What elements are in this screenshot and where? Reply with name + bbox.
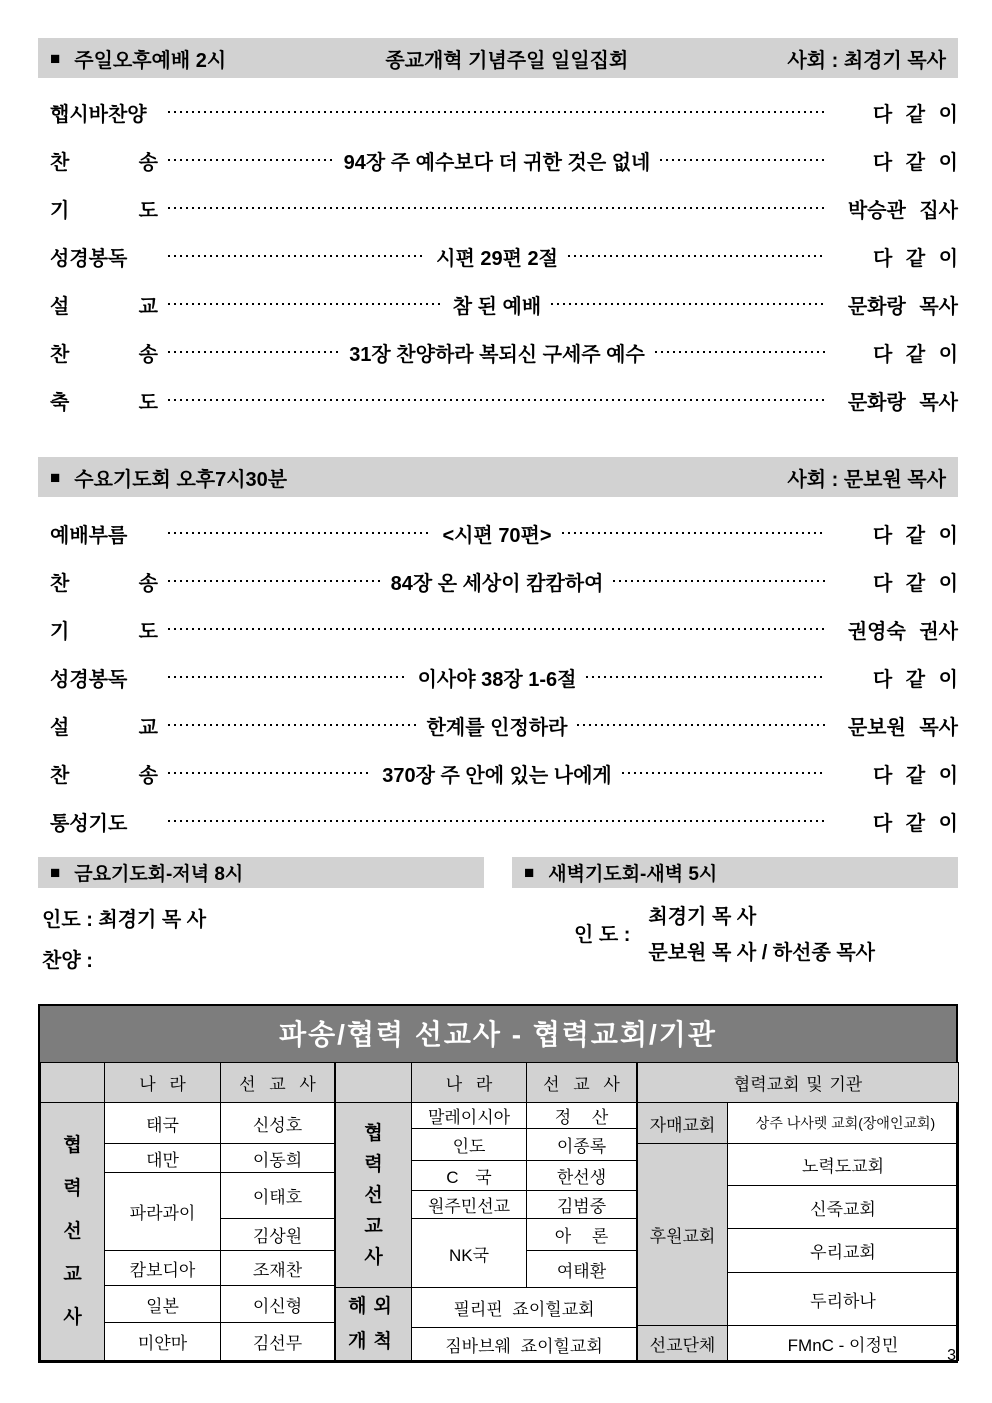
order-item-performer: 다 같 이 <box>872 151 958 174</box>
worship-order-row <box>50 232 958 280</box>
order-item-label: 햅시바찬양 <box>50 103 147 126</box>
order-item-performer: 박승관 집사 <box>847 199 958 222</box>
order-item-performer: 다 같 이 <box>872 764 959 787</box>
dotted-leader <box>168 820 826 822</box>
order-item-content: 시편 29편 2절 <box>436 247 558 270</box>
missionary-cell: 이동희 <box>221 1144 335 1173</box>
dotted-leader <box>168 580 381 582</box>
partner-church-cell: 우리교회 <box>728 1229 959 1273</box>
worship-order-row <box>50 557 958 605</box>
dotted-leader <box>168 676 408 678</box>
overseas-church-cell: 필리핀 죠이힐교회 <box>412 1288 637 1328</box>
worship-order-row <box>50 797 958 845</box>
partner-church-cell: 상주 나사렛 교회(장애인교회) <box>728 1103 959 1144</box>
dotted-leader <box>168 303 443 305</box>
order-item-performer: 다 같 이 <box>872 524 958 547</box>
section-header-sunday-afternoon <box>38 38 958 78</box>
dotted-leader <box>168 628 826 630</box>
prayer-meetings-section <box>38 857 958 970</box>
header-corner-cell <box>336 1063 412 1103</box>
dotted-leader <box>168 111 826 113</box>
order-item-label: 찬 송 <box>50 764 158 787</box>
country-column-header: 나 라 <box>105 1063 221 1103</box>
worship-order-row <box>50 605 958 653</box>
section-subtitle: 종교개혁 기념주일 일일집회 <box>385 49 629 72</box>
order-item-performer: 다 같 이 <box>872 572 959 595</box>
group-label-mission-org: 선교단체 <box>638 1326 728 1361</box>
country-cell: 미얀마 <box>105 1323 221 1361</box>
country-cell: NK국 <box>412 1219 527 1288</box>
group-label-coop-missionary: 협력선교사 <box>336 1103 412 1288</box>
dawn-leader-name: 최경기 목 사 <box>648 906 757 928</box>
worship-order-row <box>50 749 958 797</box>
country-cell: 태국 <box>105 1103 221 1144</box>
overseas-church-cell: 짐바브웨 죠이힐교회 <box>412 1328 637 1361</box>
square-bullet-icon: ■ <box>50 48 61 68</box>
group-label-coop-missionary: 협력선교사 <box>41 1103 105 1361</box>
order-item-performer: 다 같 이 <box>872 247 959 270</box>
dotted-leader <box>168 532 432 534</box>
section-title: 수요기도회 오후7시30분 <box>74 468 288 491</box>
dawn-leader-name: 문보원 목 사 / 하선종 목사 <box>648 942 875 964</box>
section-header-wednesday-prayer <box>38 457 958 497</box>
partner-church-cell: 신죽교회 <box>728 1186 959 1229</box>
order-item-label: 찬 송 <box>50 572 158 595</box>
section-header-dawn-prayer <box>512 857 958 888</box>
missionary-column-header: 선 교 사 <box>527 1063 637 1103</box>
coop-missionaries-left-table <box>40 1062 335 1361</box>
order-item-content: 31장 찬양하라 복되신 구세주 예수 <box>349 343 645 366</box>
worship-order-row <box>50 280 958 328</box>
section-title: 새벽기도회-새벽 5시 <box>548 864 718 885</box>
order-item-performer: 문보원 목사 <box>847 716 959 739</box>
section-title: 금요기도회-저녁 8시 <box>74 864 244 885</box>
dotted-leader <box>168 351 339 353</box>
country-cell: C 국 <box>412 1161 527 1191</box>
square-bullet-icon: ■ <box>50 467 61 487</box>
missionary-cell: 이종록 <box>527 1129 637 1161</box>
dotted-leader <box>168 207 826 209</box>
missionary-cell: 정 산 <box>527 1103 637 1129</box>
country-cell: 파라과이 <box>105 1173 221 1251</box>
order-item-content: 94장 주 예수보다 더 귀한 것은 없네 <box>343 151 651 174</box>
worship-order-row <box>50 701 958 749</box>
country-cell: 원주민선교 <box>412 1191 527 1219</box>
worship-order-row <box>50 376 958 424</box>
square-bullet-icon: ■ <box>524 863 535 882</box>
country-cell: 인도 <box>412 1129 527 1161</box>
dotted-leader <box>168 255 426 257</box>
dotted-leader <box>168 772 372 774</box>
wednesday-order-of-worship <box>50 509 958 845</box>
dotted-leader <box>586 676 826 678</box>
order-item-content: 한계를 인정하라 <box>426 716 568 739</box>
dotted-leader <box>168 159 334 161</box>
worship-order-row <box>50 136 958 184</box>
friday-praise-line: 찬양 : <box>42 950 93 972</box>
dotted-leader <box>562 532 826 534</box>
group-label-overseas-planting: 해외개척 <box>336 1288 412 1361</box>
order-item-performer: 문화랑 목사 <box>847 391 958 414</box>
missionary-cell: 한선생 <box>527 1161 637 1191</box>
friday-leader-line: 인도 : 최경기 목 사 <box>42 909 207 931</box>
order-item-label: 예배부름 <box>50 524 128 547</box>
order-item-label: 찬 송 <box>50 343 158 366</box>
missions-table-body <box>40 1062 956 1361</box>
partner-churches-table <box>637 1062 959 1361</box>
missionary-cell: 이신형 <box>221 1286 335 1323</box>
dotted-leader <box>577 724 826 726</box>
section-moderator: 사회 : 문보원 목사 <box>787 468 946 491</box>
country-cell: 캄보디아 <box>105 1251 221 1286</box>
order-item-performer: 다 같 이 <box>872 668 958 691</box>
section-header-friday-prayer <box>38 857 484 888</box>
order-item-label: 설 교 <box>50 295 158 318</box>
order-item-label: 설 교 <box>50 716 158 739</box>
dotted-leader <box>568 255 826 257</box>
order-item-content: 84장 온 세상이 캄캄하여 <box>390 572 604 595</box>
missionary-cell: 여태환 <box>527 1251 637 1288</box>
friday-prayer-block <box>38 857 484 970</box>
missionary-cell: 김상원 <box>221 1219 335 1251</box>
missionary-cell: 김선무 <box>221 1323 335 1361</box>
worship-order-row <box>50 509 958 557</box>
square-bullet-icon: ■ <box>50 863 61 882</box>
page-number: 3 <box>947 1347 956 1364</box>
section-moderator: 사회 : 최경기 목사 <box>787 49 946 72</box>
country-column-header: 나 라 <box>412 1063 527 1103</box>
missionary-cell: 김범중 <box>527 1191 637 1219</box>
missionary-column-header: 선 교 사 <box>221 1063 335 1103</box>
order-item-content: 참 된 예배 <box>452 295 542 318</box>
dotted-leader <box>660 159 826 161</box>
mission-org-cell: FMnC - 이정민 <box>728 1326 959 1361</box>
sunday-order-of-worship <box>50 88 958 424</box>
country-cell: 말레이시아 <box>412 1103 527 1129</box>
order-item-content: <시편 70편> <box>442 524 552 547</box>
partner-column-header: 협력교회 및 기관 <box>638 1063 959 1103</box>
dawn-prayer-block <box>512 857 958 970</box>
missions-table-title: 파송/협력 선교사 - 협력교회/기관 <box>40 1006 956 1062</box>
dotted-leader <box>168 399 826 401</box>
missionary-cell: 조재찬 <box>221 1251 335 1286</box>
order-item-label: 성경봉독 <box>50 247 128 270</box>
order-item-performer: 다 같 이 <box>872 343 959 366</box>
missionary-cell: 이태호 <box>221 1173 335 1219</box>
worship-order-row <box>50 184 958 232</box>
order-item-label: 성경봉독 <box>50 668 128 691</box>
header-corner-cell <box>41 1063 105 1103</box>
dotted-leader <box>622 772 826 774</box>
missionary-cell: 신성호 <box>221 1103 335 1144</box>
dotted-leader <box>655 351 826 353</box>
group-label-sister-church: 자매교회 <box>638 1103 728 1144</box>
order-item-label: 기 도 <box>50 620 158 643</box>
missions-table <box>38 1004 958 1363</box>
country-cell: 대만 <box>105 1144 221 1173</box>
order-item-performer: 다 같 이 <box>872 812 958 835</box>
dawn-leader-label: 인 도 : <box>574 924 631 946</box>
order-item-label: 기 도 <box>50 199 158 222</box>
order-item-performer: 권영숙 권사 <box>847 620 958 643</box>
worship-order-row <box>50 328 958 376</box>
section-title: 주일오후예배 2시 <box>74 49 227 72</box>
order-item-content: 370장 주 안에 있는 나에게 <box>382 764 612 787</box>
dotted-leader <box>551 303 826 305</box>
order-item-performer: 문화랑 목사 <box>847 295 958 318</box>
coop-missionaries-mid-table <box>335 1062 637 1361</box>
order-item-label: 축 도 <box>50 391 158 414</box>
order-item-performer: 다 같 이 <box>872 103 958 126</box>
dawn-leaders <box>574 900 958 965</box>
order-item-label: 통성기도 <box>50 812 128 835</box>
dotted-leader <box>613 580 826 582</box>
order-item-content: 이사야 38장 1-6절 <box>417 668 577 691</box>
partner-church-cell: 두리하나 <box>728 1273 959 1326</box>
partner-church-cell: 노력도교회 <box>728 1144 959 1186</box>
group-label-support-church: 후원교회 <box>638 1144 728 1326</box>
worship-order-row <box>50 88 958 136</box>
worship-order-row <box>50 653 958 701</box>
missionary-cell: 아 론 <box>527 1219 637 1251</box>
dotted-leader <box>168 724 417 726</box>
dawn-leader-names <box>648 900 875 965</box>
order-item-label: 찬 송 <box>50 151 158 174</box>
country-cell: 일본 <box>105 1286 221 1323</box>
